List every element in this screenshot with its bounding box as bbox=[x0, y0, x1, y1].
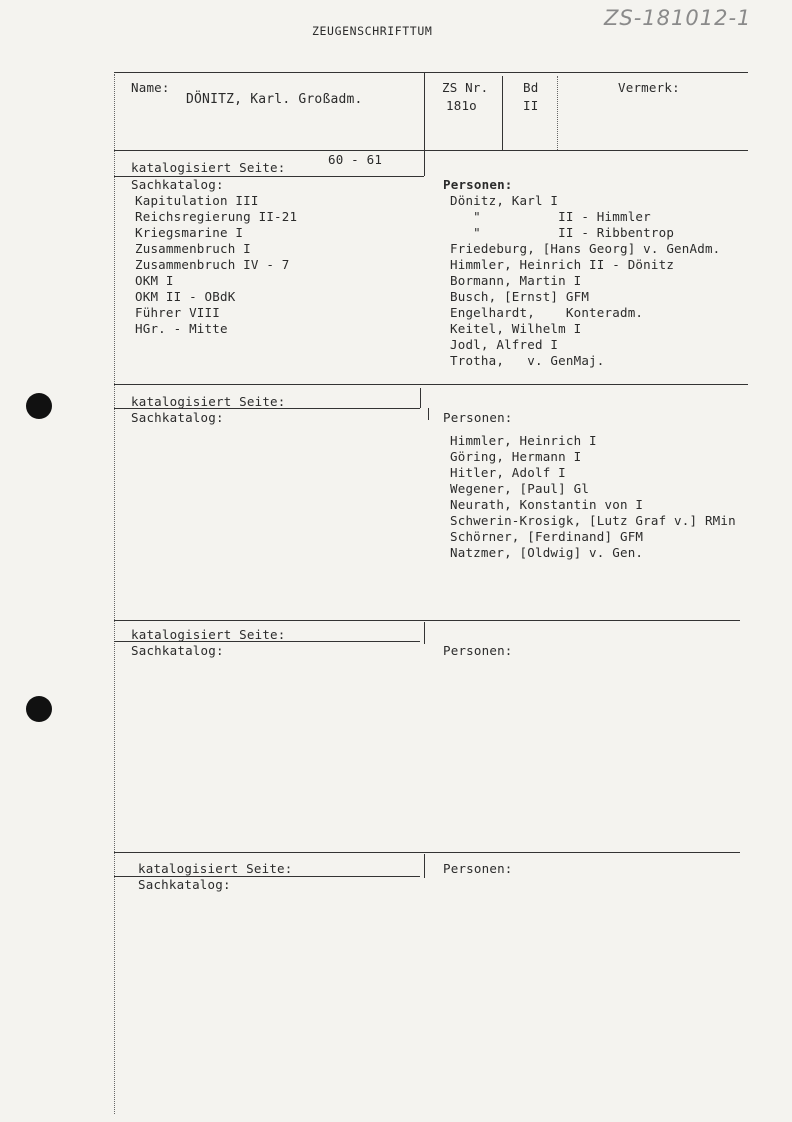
list-item: Himmler, Heinrich II - Dönitz bbox=[450, 257, 675, 272]
katalogisiert-label: katalogisiert Seite: bbox=[131, 627, 286, 642]
header-divider bbox=[557, 76, 558, 150]
header-divider bbox=[502, 76, 503, 150]
section-rule bbox=[114, 620, 740, 621]
section-divider bbox=[424, 854, 425, 878]
list-item: Reichsregierung II-21 bbox=[135, 209, 298, 224]
section-divider bbox=[420, 388, 421, 408]
katalogisiert-label: katalogisiert Seite: bbox=[131, 394, 286, 409]
list-item: Kriegsmarine I bbox=[135, 225, 244, 240]
bd-value: II bbox=[523, 98, 539, 113]
list-item: Friedeburg, [Hans Georg] v. GenAdm. bbox=[450, 241, 721, 256]
list-item: " II - Ribbentrop bbox=[450, 225, 675, 240]
personen-label: Personen: bbox=[443, 861, 513, 876]
list-item: Natzmer, [Oldwig] v. Gen. bbox=[450, 545, 644, 560]
personen-label: Personen: bbox=[443, 410, 513, 425]
list-item: Hitler, Adolf I bbox=[450, 465, 566, 480]
vermerk-label: Vermerk: bbox=[618, 80, 680, 95]
sachkatalog-label: Sachkatalog: bbox=[131, 410, 224, 425]
name-value: DÖNITZ, Karl. Großadm. bbox=[186, 92, 363, 107]
list-item: OKM II - OBdK bbox=[135, 289, 236, 304]
list-item: Dönitz, Karl I bbox=[450, 193, 559, 208]
list-item: " II - Himmler bbox=[450, 209, 651, 224]
left-margin-line bbox=[114, 74, 115, 1114]
list-item: Kapitulation III bbox=[135, 193, 259, 208]
bd-label: Bd bbox=[523, 80, 539, 95]
personen-label: Personen: bbox=[443, 177, 513, 192]
section-divider bbox=[428, 408, 429, 420]
handwritten-signature-number: ZS-181012-1 bbox=[604, 6, 752, 30]
section-divider bbox=[424, 150, 425, 176]
list-item: Engelhardt, Konteradm. bbox=[450, 305, 644, 320]
personen-list bbox=[450, 433, 736, 561]
list-item: Neurath, Konstantin von I bbox=[450, 497, 644, 512]
section-rule bbox=[114, 384, 748, 385]
section-rule bbox=[114, 852, 740, 853]
list-item: Jodl, Alfred I bbox=[450, 337, 559, 352]
list-item: Zusammenbruch I bbox=[135, 241, 251, 256]
zs-value: 181o bbox=[446, 98, 477, 113]
seite-value: 60 - 61 bbox=[328, 152, 383, 167]
katalogisiert-label: katalogisiert Seite: bbox=[138, 861, 293, 876]
list-item: Keitel, Wilhelm I bbox=[450, 321, 582, 336]
list-item: HGr. - Mitte bbox=[135, 321, 228, 336]
list-item: Wegener, [Paul] Gl bbox=[450, 481, 590, 496]
personen-label: Personen: bbox=[443, 643, 513, 658]
list-item: Himmler, Heinrich I bbox=[450, 433, 597, 448]
header-top-rule bbox=[114, 72, 748, 73]
list-item: Zusammenbruch IV - 7 bbox=[135, 257, 290, 272]
sachkatalog-label: Sachkatalog: bbox=[138, 877, 231, 892]
list-item: Busch, [Ernst] GFM bbox=[450, 289, 590, 304]
list-item: Trotha, v. GenMaj. bbox=[450, 353, 605, 368]
sachkatalog-label: Sachkatalog: bbox=[131, 643, 224, 658]
section-divider bbox=[424, 622, 425, 644]
sachkatalog-label: Sachkatalog: bbox=[131, 177, 224, 192]
list-item: Bormann, Martin I bbox=[450, 273, 582, 288]
header-divider bbox=[424, 72, 425, 150]
katalogisiert-label: katalogisiert Seite: bbox=[131, 160, 286, 175]
section-rule bbox=[114, 150, 748, 151]
page-heading: ZEUGENSCHRIFTTUM bbox=[312, 24, 433, 38]
list-item: OKM I bbox=[135, 273, 174, 288]
list-item: Schwerin-Krosigk, [Lutz Graf v.] RMin bbox=[450, 513, 736, 528]
list-item: Göring, Hermann I bbox=[450, 449, 582, 464]
punch-hole-icon bbox=[26, 696, 52, 722]
list-item: Führer VIII bbox=[135, 305, 220, 320]
personen-list bbox=[450, 193, 720, 369]
sachkatalog-list bbox=[135, 193, 297, 337]
punch-hole-icon bbox=[26, 393, 52, 419]
name-label: Name: bbox=[131, 80, 170, 95]
zs-label: ZS Nr. bbox=[442, 80, 489, 95]
list-item: Schörner, [Ferdinand] GFM bbox=[450, 529, 644, 544]
